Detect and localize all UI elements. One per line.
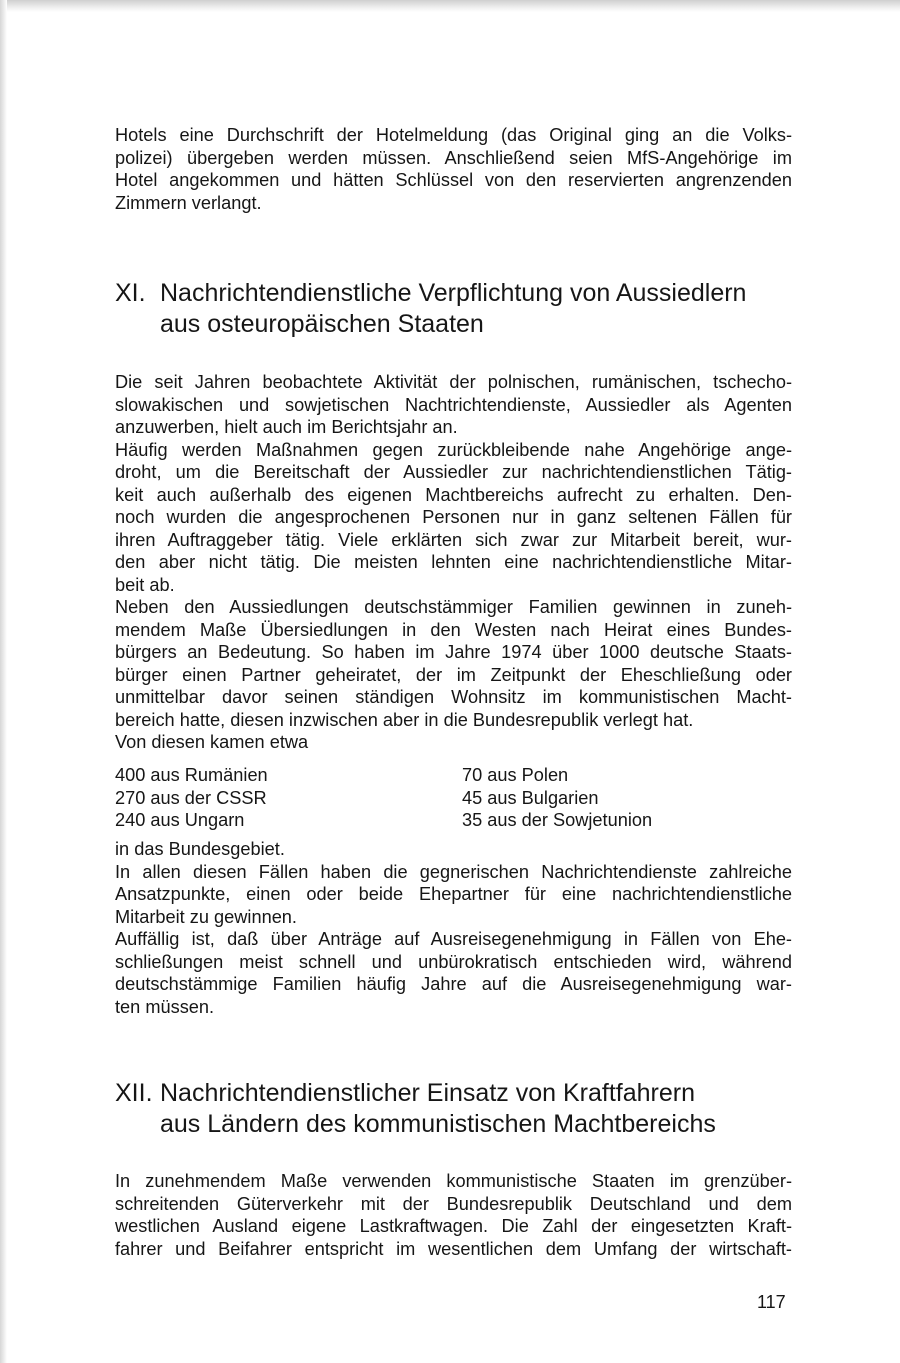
- text-line: In zunehmendem Maße verwenden kommunistische Staaten im grenzüber-: [115, 1171, 792, 1191]
- country-row: [115, 787, 715, 810]
- country-row: [115, 809, 715, 832]
- text-line: Die seit Jahren beobachtete Aktivität der polnischen, rumänischen, tschecho-: [115, 372, 792, 392]
- text-line: Ansatzpunkte, einen oder beide Ehepartner für eine nachrichtendienstliche: [115, 884, 792, 904]
- section-xi-body: [115, 371, 792, 754]
- text-line: slowakischen und sowjetischen Nachtrichtendienste, Aussiedler als Agenten: [115, 394, 792, 415]
- text-line: polizei) übergeben werden müssen. Anschließend seien MfS-Angehörige im: [115, 147, 792, 168]
- text-line: keit auch außerhalb des eigenen Machtbereichs aufrecht zu erhalten. Den-: [115, 484, 792, 505]
- text-line: droht, um die Bereitschaft der Aussiedler zur nachrichtendienstlichen Tätig-: [115, 462, 792, 482]
- text-line: in das Bundesgebiet.: [115, 839, 285, 859]
- intro-paragraph: [115, 124, 792, 214]
- section-xi-body-continued: [115, 838, 792, 1018]
- text-line: den aber nicht tätig. Die meisten lehnten eine nachrichtendienstliche Mitar-: [115, 552, 792, 572]
- section-title-line-1: Nachrichtendienstliche Verpflichtung von Aussiedlern: [160, 279, 747, 307]
- text-line: schließungen meist schnell und unbürokratisch entschieden wird, während: [115, 951, 792, 972]
- text-line: Häufig werden Maßnahmen gegen zurückbleibende nahe Angehörige ange-: [115, 439, 792, 460]
- text-line: mendem Maße Übersiedlungen in den Westen nach Heirat eines Bundes-: [115, 619, 792, 640]
- section-number: XI.: [115, 279, 146, 307]
- country-entry: 70 aus Polen: [462, 765, 569, 785]
- text-line: Auffällig ist, daß über Anträge auf Ausreisegenehmigung in Fällen von Ehe-: [115, 929, 792, 949]
- text-line: Hotels eine Durchschrift der Hotelmeldung (das Original ging an die Volks-: [115, 125, 792, 145]
- text-line: westlichen Ausland eigene Lastkraftwagen. Die Zahl der eingesetzten Kraft-: [115, 1216, 792, 1236]
- scan-shadow-left: [0, 0, 7, 1363]
- country-entry: 240 aus Ungarn: [115, 810, 245, 830]
- country-row: [115, 764, 715, 787]
- text-line: Hotel angekommen und hätten Schlüssel von den reservierten angrenzenden: [115, 170, 792, 190]
- section-title-line-1: Nachrichtendienstlicher Einsatz von Kraftfahrern: [160, 1079, 695, 1107]
- section-title-line-2: aus osteuropäischen Staaten: [160, 310, 484, 338]
- text-line: bereich hatte, diesen inzwischen aber in die Bundesrepublik verlegt hat.: [115, 709, 694, 730]
- text-line: Mitarbeit zu gewinnen.: [115, 906, 297, 927]
- text-line: Neben den Aussiedlungen deutschstämmiger Familien gewinnen in zuneh-: [115, 597, 792, 617]
- text-line: schreitenden Güterverkehr mit der Bundesrepublik Deutschland und dem: [115, 1193, 792, 1214]
- text-line: fahrer und Beifahrer entspricht im wesentlichen dem Umfang der wirtschaft-: [115, 1238, 792, 1259]
- text-line: ten müssen.: [115, 996, 215, 1017]
- text-line: beit ab.: [115, 574, 175, 595]
- text-line: Zimmern verlangt.: [115, 192, 262, 213]
- section-title-line-2: aus Ländern des kommunistischen Machtbereichs: [160, 1110, 716, 1138]
- text-line: bürger einen Partner geheiratet, der im Zeitpunkt der Eheschließung oder: [115, 664, 792, 685]
- scan-shadow-top: [0, 0, 900, 12]
- text-line: Von diesen kamen etwa: [115, 732, 309, 752]
- section-xii-body: [115, 1170, 792, 1260]
- page-number: 117: [757, 1292, 786, 1312]
- country-list: [115, 764, 715, 832]
- text-line: deutschstämmige Familien häufig Jahre auf die Ausreisegenehmigung war-: [115, 974, 792, 994]
- text-line: bürgers an Bedeutung. So haben im Jahre 1974 über 1000 deutsche Staats-: [115, 642, 792, 662]
- text-line: In allen diesen Fällen haben die gegnerischen Nachrichtendienste zahlreiche: [115, 861, 792, 882]
- text-line: unmittelbar davor seinen ständigen Wohnsitz im kommunistischen Macht-: [115, 687, 792, 707]
- country-entry: 35 aus der Sowjetunion: [462, 810, 653, 830]
- text-line: noch wurden die angesprochenen Personen nur in ganz seltenen Fällen für: [115, 507, 792, 527]
- text-line: anzuwerben, hielt auch im Berichtsjahr an.: [115, 417, 458, 437]
- country-entry: 270 aus der CSSR: [115, 787, 267, 808]
- country-entry: 400 aus Rumänien: [115, 765, 268, 785]
- text-line: ihren Auftraggeber tätig. Viele erklärten sich zwar zur Mitarbeit bereit, wur-: [115, 529, 792, 550]
- country-entry: 45 aus Bulgarien: [462, 787, 599, 808]
- section-number: XII.: [115, 1079, 153, 1107]
